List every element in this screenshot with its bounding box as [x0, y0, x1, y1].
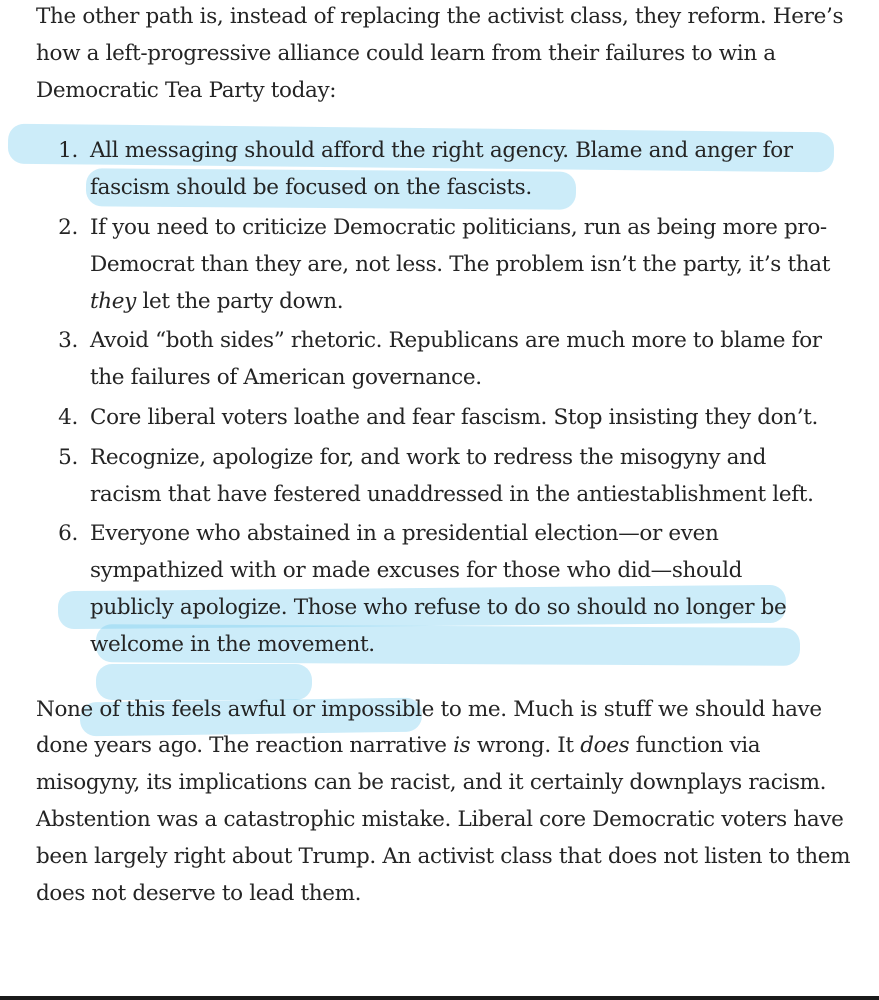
list-item-number: 4.	[58, 404, 78, 430]
list-item-text	[90, 516, 851, 663]
conclusion-text-segment: function via misogyny, its implications can be racist, and it certainly downplays racism. Abstention was a catastrophic mistake. Liberal core Democratic voters have been largely right about Trump. An activist class that does not listen to them does not deserve to lead them.	[36, 733, 851, 906]
list-item-number: 3.	[58, 328, 78, 354]
list-item-text-segment: Recognize, apologize for, and work to redress the misogyny and racism that have festered unaddressed in the antiestablishment left.	[90, 444, 814, 507]
list-item-text-segment: Core liberal voters loathe and fear fascism. Stop insisting they don’t.	[90, 404, 818, 430]
list-item-text	[90, 400, 851, 437]
article-body	[36, 0, 851, 912]
list-item-text-segment: If you need to criticize Democratic politicians, run as being more pro-Democrat than they are, not less. The problem isn’t the party, it’s that	[90, 214, 831, 277]
list-item-number: 2.	[58, 214, 78, 240]
list-item-text-segment: Avoid “both sides” rhetoric. Republicans are much more to blame for the failures of American governance.	[90, 328, 822, 391]
conclusion-text-segment: None of this feels awful or impossible to me. Much is stuff we should have done years ago. The reaction narrative	[36, 696, 822, 759]
list-item	[36, 323, 851, 397]
list-item	[36, 210, 851, 320]
list-item	[36, 440, 851, 514]
list-item-number: 5.	[58, 444, 78, 470]
intro-paragraph: The other path is, instead of replacing the activist class, they reform. Here’s how a left-progressive alliance could learn from their failures to win a Democratic Tea Party today:	[36, 4, 844, 103]
list-item-text	[90, 133, 851, 207]
conclusion-text-segment: wrong. It	[470, 733, 581, 759]
list-item-text-segment: let the party down.	[135, 288, 344, 314]
list-item-text-segment: Everyone who abstained in a presidential election—or even sympathized with or made excuses for those who did—should publicly apologize. Those who refuse to do so should no longer be welcome in the movement.	[90, 521, 787, 657]
list-item-text-segment: All messaging should afford the right agency. Blame and anger for fascism should be focused on the fascists.	[90, 138, 793, 201]
conclusion-paragraph	[36, 692, 851, 913]
list-item	[36, 400, 851, 437]
list-item-text	[90, 440, 851, 514]
recommendations-list	[36, 133, 851, 663]
bottom-divider	[0, 996, 879, 1000]
list-item-number: 1.	[58, 138, 78, 164]
conclusion-text-segment: is	[453, 733, 471, 759]
conclusion-text-segment: does	[580, 733, 630, 759]
list-item	[36, 133, 851, 207]
list-item-text	[90, 210, 851, 320]
list-item-text	[90, 323, 851, 397]
list-item	[36, 516, 851, 663]
list-item-text-segment: they	[90, 288, 136, 314]
list-item-number: 6.	[58, 521, 78, 547]
